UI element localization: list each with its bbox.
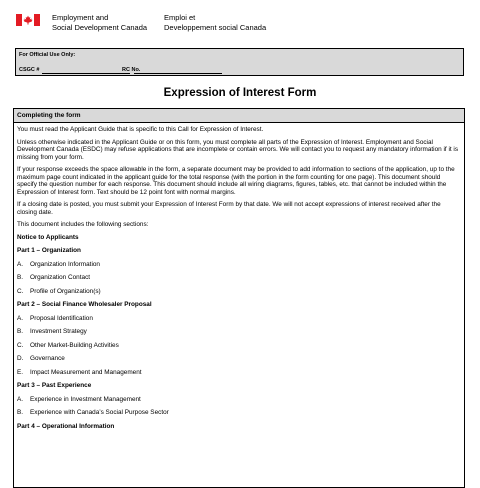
item-text: Governance	[30, 355, 65, 362]
dept-en-line1: Employment and	[52, 13, 109, 22]
form-title: Expression of Interest Form	[163, 87, 317, 99]
page-header	[0, 0, 480, 40]
item-letter: B.	[17, 409, 24, 416]
rc-label: RC No.	[122, 67, 141, 73]
item-letter: D.	[17, 355, 24, 362]
item-text: Organization Information	[30, 260, 100, 268]
item-text: Impact Measurement and Management	[30, 368, 142, 376]
item-letter: B.	[17, 328, 24, 335]
item-letter: E.	[17, 368, 24, 376]
csgc-field[interactable]	[42, 73, 130, 74]
part-heading: Part 2 – Social Finance Wholesaler Proposal	[17, 301, 152, 308]
list-item	[17, 328, 460, 336]
item-text: Proposal Identification	[30, 314, 93, 322]
item-text: Organization Contact	[30, 274, 91, 281]
list-item	[17, 342, 460, 350]
dept-fr-line2: Developpement social Canada	[164, 22, 267, 32]
dept-fr-line1: Emploi et	[164, 13, 196, 22]
department-name-french	[164, 13, 266, 32]
item-letter: C.	[17, 287, 24, 295]
item-text: Profile of Organization(s)	[30, 287, 101, 295]
paragraph: If a closing date is posted, you must submit your Expression of Interest Form by that date. We will not accept expressions of interest received after the closing date.	[17, 201, 441, 216]
canada-flag-icon	[16, 14, 40, 26]
list-item	[17, 288, 460, 296]
section-content	[14, 123, 464, 430]
section-heading: Completing the form	[14, 109, 464, 123]
item-text: Experience in Investment Management	[30, 395, 141, 403]
completing-form-section	[13, 108, 465, 488]
notice-heading: Notice to Applicants	[17, 233, 79, 241]
part-heading: Part 4 – Operational Information	[17, 422, 115, 430]
paragraph: If your response exceeds the space allowable in the form, a separate document may be provided to add information to sections of the application, up to the maximum page count indicated in the applicant guide for the total response (with the portion in the form counting for one page). This document should specify the question number for each response. This document should include all wiring diagrams, figures, tables, etc. that cannot be included within the Expression of Interest form. Text should be 12 point font with normal margins.	[17, 166, 455, 196]
department-name-english	[52, 13, 147, 32]
item-letter: A.	[17, 395, 24, 403]
dept-en-line2: Social Development Canada	[52, 22, 148, 32]
list-item	[17, 261, 460, 269]
list-item	[17, 315, 460, 323]
paragraph: You must read the Applicant Guide that is specific to this Call for Expression of Interest.	[17, 126, 264, 133]
item-text: Investment Strategy	[30, 328, 87, 335]
list-item	[17, 396, 460, 404]
list-item	[17, 274, 460, 282]
list-item	[17, 409, 460, 417]
item-text: Other Market-Building Activities	[30, 341, 119, 349]
item-letter: A.	[17, 314, 24, 322]
item-text: Experience with Canada’s Social Purpose Sector	[30, 409, 169, 416]
item-letter: B.	[17, 274, 24, 281]
item-letter: C.	[17, 341, 24, 349]
paragraph: Unless otherwise indicated in the Applicant Guide or on this form, you must complete all parts of the Expression of Interest. Employment and Social Development Canada (ESDC) may refuse applications that are incomplete or contain errors. We will contact you to request any mandatory information if it is missing from your form.	[17, 138, 459, 161]
item-letter: A.	[17, 260, 24, 268]
part-heading: Part 3 – Past Experience	[17, 382, 92, 389]
official-use-title: For Official Use Only:	[19, 52, 76, 58]
list-item	[17, 369, 460, 377]
paragraph: This document includes the following sections:	[17, 221, 149, 228]
csgc-label: CSGC #	[19, 67, 40, 73]
list-item	[17, 355, 460, 363]
official-use-box	[15, 48, 464, 76]
rc-field[interactable]	[134, 73, 222, 74]
part-heading: Part 1 – Organization	[17, 247, 81, 254]
